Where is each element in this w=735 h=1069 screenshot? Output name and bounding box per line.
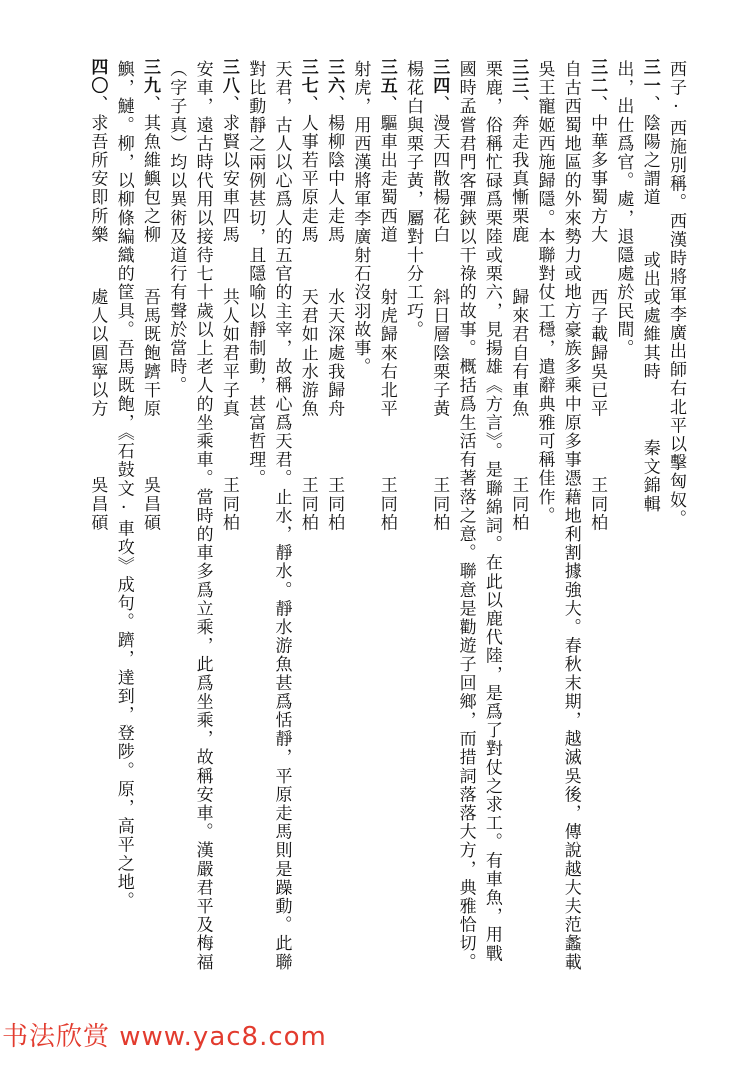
couplet-second-line: 處人以圓寧以方 [87,288,108,419]
commentary-line: 栗鹿，俗稱忙碌爲栗陸或栗六，見揚雄《方言》。是聯綿詞。在此以鹿代陸，是爲了對仗之求工。有車魚，用戰 [481,60,502,963]
couplet-first-line: 、求吾所安即所樂 [87,95,108,245]
couplet-entry [137,58,163,1008]
couplet-author: 王同柏 [508,476,529,533]
couplet-first-line: 、中華多事蜀方大 [587,95,608,245]
couplet-first-line: 、楊柳陰中人走馬 [324,95,345,245]
entry-number: 三九 [140,58,160,96]
entry-number: 三四 [429,58,450,96]
commentary-line: 西子·西施別稱。西漢時將軍李廣出師右北平以擊匈奴。 [666,60,686,528]
couplet-entry [505,58,531,1008]
couplet-second-line: 水天深處我歸舟 [324,288,345,419]
couplet-first-line: 、驅車出走蜀西道 [376,95,397,245]
entry-number: 三二 [587,58,608,96]
couplet-entry [426,58,452,1008]
commentary-line: 安車，遠古時代用以接待七十歲以上老人的坐乘車。當時的車多爲立乘，此爲坐乘，故稱安車。漢嚴君平及梅福 [192,60,213,972]
entry-number: 三六 [324,58,345,96]
couplet-entry [637,58,663,1008]
commentary-line: 天君，古人以心爲人的五官的主宰，故稱心爲天君。止水，靜水。靜水游魚甚爲恬靜，平原走馬則是躁動。此聯 [271,60,292,972]
watermark-text: 书法欣赏 www.yac8.com [2,1022,327,1052]
commentary-line: 吳王寵姬西施歸隱。本聯對仗工穩，遣辭典雅可稱佳作。 [534,60,555,525]
couplet-author: 王同柏 [297,476,318,533]
commentary-line: 鱮，鰱。柳，以柳條編織的筐具。吾馬既飽，《石鼓文·車攻》成句。躋，達到，登陟。原，高平之地。 [113,60,134,911]
couplet-entry [584,58,610,1008]
commentary-line: 楊花白與栗子黃，屬對十分工巧。 [403,60,423,339]
couplet-author: 王同柏 [218,476,239,533]
couplet-entry [321,58,347,1008]
couplet-first-line: 、漫天四散楊花白 [429,95,450,245]
couplet-entry [84,58,110,1008]
couplet-first-line: 、奔走我真慚栗鹿 [508,95,529,245]
couplet-second-line: 共人如君平子真 [218,288,239,419]
couplet-author: 王同柏 [587,476,608,533]
couplet-second-line: 射虎歸來右北平 [376,288,397,419]
commentary-line: 自古西蜀地區的外來勢力或地方豪族多乘中原多事憑藉地利割據強大。春秋末期，越滅吳後，傳說越大夫范蠡載 [560,60,581,972]
couplet-first-line: 、人事若平原走馬 [297,95,318,245]
commentary-line: 國時孟嘗君門客彈鋏以干祿的故事。概括爲生活有著落之意。聯意是勸遊子回鄉，而措詞落落大方，典雅恰切。 [455,60,476,972]
couplet-first-line: 、陰陽之謂道 [639,95,660,207]
couplet-second-line: 天君如止水游魚 [297,288,318,419]
entry-number: 三一 [639,58,660,96]
commentary-line: 射虎，用西漢將軍李廣射石沒羽故事。 [350,60,371,377]
entry-number: 三三 [508,58,529,96]
commentary-line: 出，出仕爲官。處，退隱處於民間。 [613,60,634,358]
couplet-author: 王同柏 [324,476,345,533]
couplet-first-line: 、其魚維鱮包之柳 [140,95,160,245]
couplet-entry [295,58,321,1008]
commentary-line: （字子真）均以異術及道行有聲於當時。 [166,60,187,395]
couplet-second-line: 斜日層陰栗子黃 [429,288,450,419]
couplet-author: 王同柏 [376,476,397,533]
couplet-entry [216,58,242,1008]
entry-number: 三五 [376,58,397,96]
couplet-entry [374,58,400,1008]
couplet-author: 吳昌碩 [140,476,160,533]
entry-number: 四〇 [87,58,108,96]
commentary-line: 對比動靜之兩例甚切，且隱喻以靜制動，甚富哲理。 [245,60,266,488]
couplet-second-line: 或出或處維其時 [639,250,660,382]
couplet-author: 秦文錦輯 [639,439,660,514]
couplet-author: 王同柏 [429,476,450,533]
couplet-second-line: 吾馬既飽躋干原 [140,288,160,419]
couplet-author: 吳昌碩 [87,476,108,533]
couplet-first-line: 、求賢以安車四馬 [218,95,239,245]
couplet-second-line: 歸來君自有車魚 [508,288,529,419]
couplet-second-line: 西子載歸吳已平 [587,288,608,419]
watermark [0,1016,735,1052]
entry-number: 三七 [297,58,318,96]
entry-number: 三八 [218,58,239,96]
